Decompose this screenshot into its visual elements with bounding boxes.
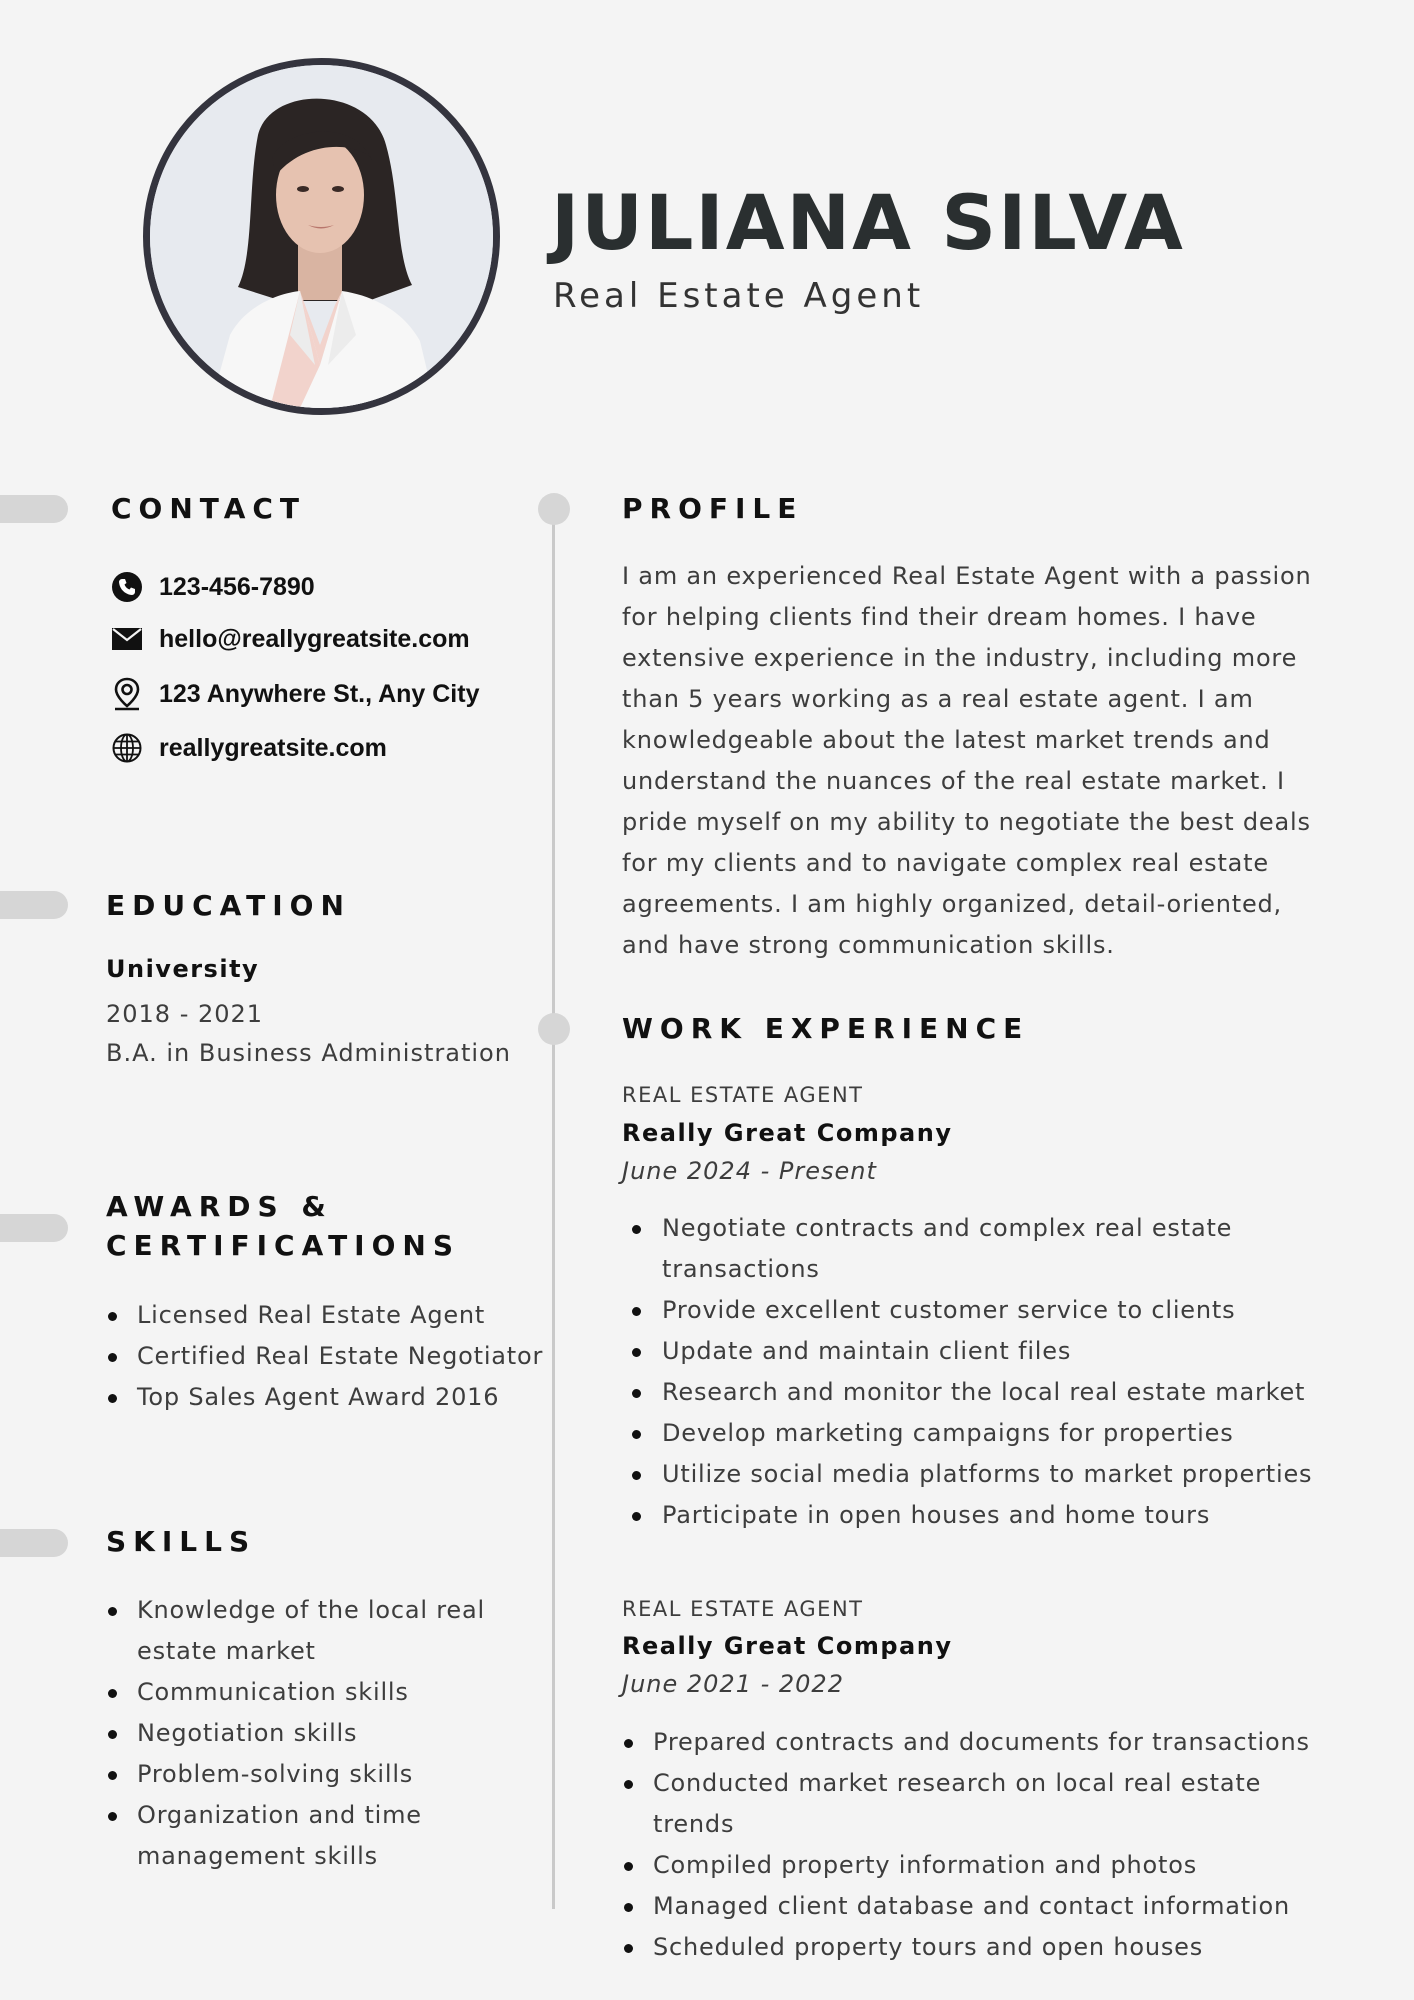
website-url: reallygreatsite.com <box>159 733 387 762</box>
list-item: Negotiation skills <box>106 1713 496 1754</box>
job-2-company: Really Great Company <box>622 1632 953 1660</box>
awards-heading-line1: AWARDS & <box>106 1190 333 1223</box>
profile-heading: PROFILE <box>622 492 804 525</box>
profile-summary: I am an experienced Real Estate Agent with a passion for helping clients find their dream homes. I have extensive experience in the industry, including more than 5 years working as a real estate agent. I am knowledgeable about the latest market trends and understand the nuances of the real estate market. I pride myself on my ability to negotiate the best deals for my clients and to navigate complex real estate agreements. I am highly organized, detail-oriented, and have strong communication skills. <box>622 562 1312 959</box>
list-item: Prepared contracts and documents for transactions <box>622 1722 1342 1763</box>
job-2-dates: June 2021 - 2022 <box>622 1670 844 1698</box>
list-item: Utilize social media platforms to market properties <box>622 1454 1322 1495</box>
skills-heading: SKILLS <box>106 1525 257 1558</box>
education-degree: B.A. in Business Administration <box>106 1039 511 1067</box>
list-item: Update and maintain client files <box>622 1331 1322 1372</box>
email-address: hello@reallygreatsite.com <box>159 624 470 653</box>
list-item: Problem-solving skills <box>106 1754 496 1795</box>
list-item: Communication skills <box>106 1672 496 1713</box>
list-item: Knowledge of the local real estate market <box>106 1590 496 1672</box>
contact-address[interactable] <box>110 677 479 711</box>
street-address: 123 Anywhere St., Any City <box>159 679 480 708</box>
job-1-dates: June 2024 - Present <box>622 1157 877 1185</box>
candidate-title: Real Estate Agent <box>553 276 925 316</box>
section-tab-education <box>0 891 68 919</box>
timeline-dot-work <box>538 1013 570 1045</box>
list-item: Certified Real Estate Negotiator <box>106 1336 546 1377</box>
section-tab-skills <box>0 1529 68 1557</box>
list-item: Top Sales Agent Award 2016 <box>106 1377 546 1418</box>
contact-website[interactable] <box>110 731 387 765</box>
mail-icon <box>110 622 144 656</box>
skills-list <box>106 1590 496 1877</box>
list-item: Participate in open houses and home tours <box>622 1495 1322 1536</box>
list-item: Negotiate contracts and complex real estate transactions <box>622 1208 1262 1290</box>
awards-heading-line2: CERTIFICATIONS <box>106 1229 461 1262</box>
job-2-duties <box>622 1722 1342 1968</box>
awards-list <box>106 1295 546 1418</box>
phone-number: 123-456-7890 <box>159 572 315 601</box>
phone-icon <box>110 570 144 604</box>
list-item: Conducted market research on local real estate trends <box>622 1763 1342 1845</box>
contact-heading: CONTACT <box>111 492 307 525</box>
globe-icon <box>110 731 144 765</box>
timeline-divider <box>552 507 555 1909</box>
timeline-dot-profile <box>538 493 570 525</box>
education-years: 2018 - 2021 <box>106 1000 264 1028</box>
list-item: Scheduled property tours and open houses <box>622 1927 1342 1968</box>
list-item: Organization and time management skills <box>106 1795 496 1877</box>
job-1-company: Really Great Company <box>622 1119 953 1147</box>
education-heading: EDUCATION <box>106 889 351 922</box>
list-item: Provide excellent customer service to clients <box>622 1290 1322 1331</box>
section-tab-contact <box>0 495 68 523</box>
contact-email[interactable] <box>110 622 470 656</box>
location-pin-icon <box>110 677 144 711</box>
list-item: Research and monitor the local real estate market <box>622 1372 1322 1413</box>
list-item: Develop marketing campaigns for properties <box>622 1413 1322 1454</box>
section-tab-awards <box>0 1214 68 1242</box>
list-item: Managed client database and contact information <box>622 1886 1342 1927</box>
job-1-duties <box>622 1208 1322 1536</box>
work-heading: WORK EXPERIENCE <box>622 1012 1030 1045</box>
candidate-name: JULIANA SILVA <box>551 178 1185 267</box>
education-school: University <box>106 955 260 983</box>
list-item: Licensed Real Estate Agent <box>106 1295 546 1336</box>
contact-phone[interactable] <box>110 570 315 604</box>
list-item: Compiled property information and photos <box>622 1845 1342 1886</box>
job-1-role: REAL ESTATE AGENT <box>622 1083 864 1107</box>
job-2-role: REAL ESTATE AGENT <box>622 1597 864 1621</box>
profile-photo <box>143 58 500 415</box>
